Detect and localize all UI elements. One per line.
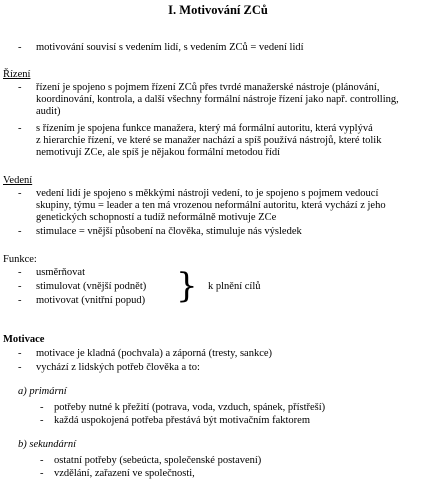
intro-line: motivování souvisí s vedením lidí, s vedením ZCů = vedení lidí [36, 42, 304, 53]
subsection-primarni: a) primární [18, 386, 67, 397]
bullet: - [40, 468, 44, 479]
funkce-item-1: usměrňovat [36, 267, 85, 278]
bullet: - [18, 82, 22, 93]
funkce-item-3: motivovat (vnitřní popud) [36, 295, 146, 306]
bullet: - [40, 415, 44, 426]
primarni-item-1: potřeby nutné k přežití (potrava, voda, vzduch, spánek, přístřeší) [54, 402, 326, 413]
section-heading-funkce: Funkce: [3, 254, 37, 265]
brace-label: k plnění cílů [208, 281, 261, 292]
rizeni-b2-line-1: s řízením je spojena funkce manažera, který má formální autoritu, která vyplývá [36, 123, 373, 134]
vedeni-b1-line-1: vedení lidí je spojeno s měkkými nástroji vedení, to je spojeno s pojmem vedoucí [36, 188, 379, 199]
bullet: - [40, 402, 44, 413]
vedeni-b1-line-3: genetických schopností a tudíž neformálně motivuje ZCe [36, 212, 277, 223]
rizeni-b2-line-2: z hierarchie řízení, ve které se manažer nachází a spíš používá nástrojů, které tolik [36, 135, 382, 146]
bullet: - [18, 267, 22, 278]
bullet: - [18, 226, 22, 237]
section-heading-rizeni: Řízení [3, 69, 31, 80]
rizeni-b1-line-2: koordinování, kontrola, a další všechny formální nástroje řízení jako např. controlling, [36, 94, 399, 105]
primarni-item-2: každá uspokojená potřeba přestává být motivačním faktorem [54, 415, 310, 426]
page-title: I. Motivování ZCů [168, 3, 268, 17]
curly-brace: } [176, 266, 198, 306]
motivace-b2: vychází z lidských potřeb člověka a to: [36, 362, 200, 373]
sekundarni-item-1: ostatní potřeby (sebeúcta, společenské postavení) [54, 455, 262, 466]
bullet: - [18, 348, 22, 359]
section-heading-vedeni: Vedení [3, 175, 33, 186]
vedeni-b1-line-2: skupiny, týmu = leader a ten má vrozenou neformální autoritu, která vychází z jeho [36, 200, 386, 211]
vedeni-b2-line: stimulace = vnější působení na člověka, stimuluje nás výsledek [36, 226, 302, 237]
bullet: - [18, 281, 22, 292]
rizeni-b2-line-3: nemotivují ZCe, ale spíš je nějakou formální metodou řídí [36, 147, 281, 158]
section-heading-motivace: Motivace [3, 334, 45, 345]
subsection-sekundarni: b) sekundární [18, 439, 77, 450]
bullet: - [18, 295, 22, 306]
bullet: - [18, 42, 22, 53]
sekundarni-item-2: vzdělání, zařazení ve společnosti, [54, 468, 195, 479]
bullet: - [18, 123, 22, 134]
rizeni-b1-line-1: řízení je spojeno s pojmem řízení ZCů přes tvrdé manažerské nástroje (plánování, [36, 82, 380, 93]
rizeni-b1-line-3: audit) [36, 106, 61, 117]
bullet: - [18, 188, 22, 199]
bullet: - [40, 455, 44, 466]
motivace-b1: motivace je kladná (pochvala) a záporná (tresty, sankce) [36, 348, 273, 359]
funkce-item-2: stimulovat (vnější podnět) [36, 281, 147, 292]
bullet: - [18, 362, 22, 373]
